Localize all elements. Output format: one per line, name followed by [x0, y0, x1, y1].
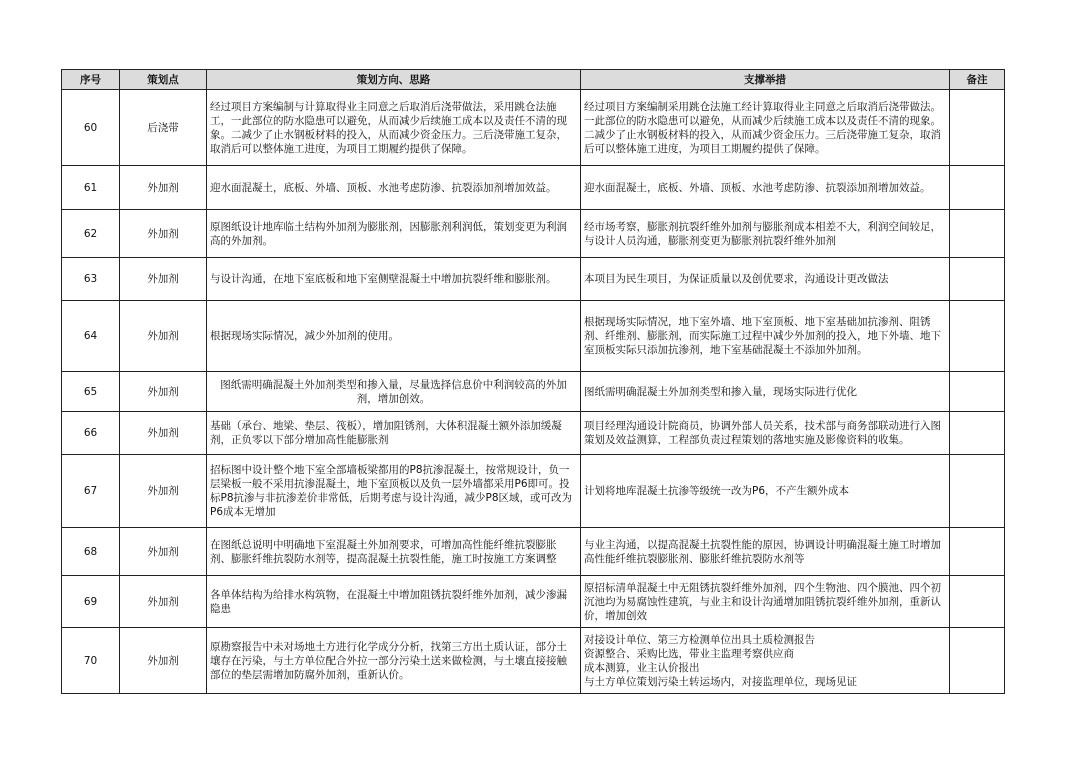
row-point: 外加剂: [120, 301, 207, 372]
table-row: [62, 628, 1005, 694]
row-note: [950, 258, 1005, 301]
row-direction: 经过项目方案编制与计算取得业主同意之后取消后浇带做法，采用跳仓法施工，一此部位的防水隐患可以避免，从而减少后续施工成本以及责任不清的现象。二减少了止水钢板材料的投入，从而减少资金压力。三后浇带施工复杂，取消后可以整体施工进度，为项目工期履约提供了保障。: [207, 90, 581, 166]
row-support: 本项目为民生项目，为保证质量以及创优要求，沟通设计更改做法: [581, 258, 950, 301]
table-row: [62, 576, 1005, 628]
row-number: 62: [62, 210, 120, 258]
table-row: [62, 412, 1005, 455]
row-support: 计划将地库混凝土抗渗等级统一改为P6，不产生额外成本: [581, 455, 950, 528]
row-point: 后浇带: [120, 90, 207, 166]
row-point: 外加剂: [120, 528, 207, 576]
row-point: 外加剂: [120, 210, 207, 258]
row-note: [950, 166, 1005, 210]
row-note: [950, 372, 1005, 412]
row-support: 经过项目方案编制采用跳仓法施工经计算取得业主同意之后取消后浇带做法。一此部位的防水隐患可以避免，从而减少后续施工成本以及责任不清的现象。二减少了止水钢板材料的投入，从而减少资金压力。三后浇带施工复杂，取消后可以整体施工进度，为项目工期履约提供了保障。: [581, 90, 950, 166]
row-support: 图纸需明确混凝土外加剂类型和掺入量，现场实际进行优化: [581, 372, 950, 412]
header-num: 序号: [62, 70, 120, 90]
row-direction: 根据现场实际情况，减少外加剂的使用。: [207, 301, 581, 372]
row-direction: 各单体结构为给排水构筑物，在混凝土中增加阻锈抗裂纤维外加剂，减少渗漏隐患: [207, 576, 581, 628]
row-support: 经市场考察，膨胀剂抗裂纤维外加剂与膨胀剂成本相差不大，利润空间较足，与设计人员沟通，膨胀剂变更为膨胀剂抗裂纤维外加剂: [581, 210, 950, 258]
row-number: 66: [62, 412, 120, 455]
row-number: 63: [62, 258, 120, 301]
row-point: 外加剂: [120, 412, 207, 455]
table-row: [62, 90, 1005, 166]
row-support: 对接设计单位、第三方检测单位出具土质检测报告 资源整合、采购比选，带业主监理考察供应商 成本测算，业主认价报出 与土方单位策划污染土转运场内，对接监理单位，现场见证: [581, 628, 950, 694]
row-note: [950, 412, 1005, 455]
row-point: 外加剂: [120, 576, 207, 628]
planning-table: [61, 69, 1005, 694]
header-support: 支撑举措: [581, 70, 950, 90]
row-direction: 迎水面混凝土，底板、外墙、顶板、水池考虑防渗、抗裂添加剂增加效益。: [207, 166, 581, 210]
row-note: [950, 210, 1005, 258]
row-number: 70: [62, 628, 120, 694]
row-direction: 原图纸设计地库临土结构外加剂为膨胀剂，因膨胀剂利润低，策划变更为利润高的外加剂。: [207, 210, 581, 258]
row-direction: 原勘察报告中未对场地土方进行化学成分分析，找第三方出土质认证，部分土壤存在污染，与土方单位配合外拉一部分污染土送来做检测，与土壤直接接触部位的垫层需增加防腐外加剂，重新认价。: [207, 628, 581, 694]
row-number: 69: [62, 576, 120, 628]
row-point: 外加剂: [120, 628, 207, 694]
row-number: 61: [62, 166, 120, 210]
table-row: [62, 210, 1005, 258]
header-note: 备注: [950, 70, 1005, 90]
table-row: [62, 301, 1005, 372]
row-note: [950, 455, 1005, 528]
row-note: [950, 528, 1005, 576]
row-number: 60: [62, 90, 120, 166]
header-point: 策划点: [120, 70, 207, 90]
row-support: 迎水面混凝土，底板、外墙、顶板、水池考虑防渗、抗裂添加剂增加效益。: [581, 166, 950, 210]
table-row: [62, 166, 1005, 210]
row-note: [950, 301, 1005, 372]
row-number: 68: [62, 528, 120, 576]
row-number: 67: [62, 455, 120, 528]
row-note: [950, 576, 1005, 628]
row-number: 64: [62, 301, 120, 372]
table-row: [62, 258, 1005, 301]
row-point: 外加剂: [120, 166, 207, 210]
row-number: 65: [62, 372, 120, 412]
row-direction: 图纸需明确混凝土外加剂类型和掺入量，尽量选择信息价中利润较高的外加剂，增加创效。: [207, 372, 581, 412]
row-direction: 与设计沟通，在地下室底板和地下室侧壁混凝土中增加抗裂纤维和膨胀剂。: [207, 258, 581, 301]
row-direction: 在图纸总说明中明确地下室混凝土外加剂要求，可增加高性能纤维抗裂膨胀剂、膨胀纤维抗裂防水剂等，提高混凝土抗裂性能，施工时按施工方案调整: [207, 528, 581, 576]
table-row: [62, 455, 1005, 528]
row-direction: 招标图中设计整个地下室全部墙板梁都用的P8抗渗混凝土，按常规设计，负一层梁板一般不采用抗渗混凝土，地下室顶板以及负一层外墙都采用P6即可。投标P8抗渗与非抗渗差价非常低，后期考虑与设计沟通，减少P8区域，或可改为P6成本无增加: [207, 455, 581, 528]
header-direction: 策划方向、思路: [207, 70, 581, 90]
row-support: 与业主沟通，以提高混凝土抗裂性能的原因，协调设计明确混凝土施工时增加高性能纤维抗裂膨胀剂、膨胀纤维抗裂防水剂等: [581, 528, 950, 576]
table-row: [62, 372, 1005, 412]
row-note: [950, 90, 1005, 166]
table-row: [62, 528, 1005, 576]
header-row: [62, 70, 1005, 90]
row-direction: 基础（承台、地梁、垫层、筏板），增加阻锈剂，大体积混凝土额外添加缓凝剂，正负零以下部分增加高性能膨胀剂: [207, 412, 581, 455]
row-point: 外加剂: [120, 372, 207, 412]
row-point: 外加剂: [120, 258, 207, 301]
row-point: 外加剂: [120, 455, 207, 528]
row-support: 根据现场实际情况，地下室外墙、地下室顶板、地下室基础加抗渗剂、阻锈剂、纤维剂、膨胀剂，而实际施工过程中减少外加剂的投入，地下外墙、地下室顶板实际只添加抗渗剂，地下室基础混凝土不添加外加剂。: [581, 301, 950, 372]
row-support: 项目经理沟通设计院商员，协调外部人员关系，技术部与商务部联动进行入图策划及效益测算，工程部负责过程策划的落地实施及影像资料的收集。: [581, 412, 950, 455]
row-note: [950, 628, 1005, 694]
row-support: 原招标清单混凝土中无阻锈抗裂纤维外加剂，四个生物池、四个膜池、四个初沉池均为易腐蚀性建筑，与业主和设计沟通增加阻锈抗裂纤维外加剂，重新认价，增加创效: [581, 576, 950, 628]
